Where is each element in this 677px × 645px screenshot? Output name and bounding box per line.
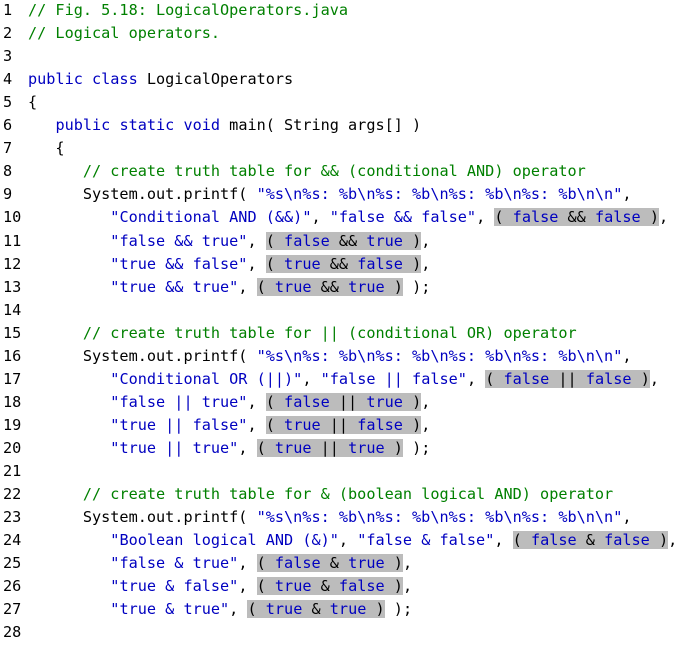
highlighted-expression: ||	[549, 369, 586, 388]
code-text: );	[402, 438, 431, 457]
string-literal: "true & true"	[110, 600, 230, 619]
highlighted-expression: )	[402, 254, 422, 273]
keyword-text: public static void	[55, 116, 230, 135]
code-line-text	[28, 345, 632, 368]
highlighted-expression: &&	[320, 254, 358, 273]
line-number: 27	[3, 600, 22, 619]
highlighted-boolean-literal: false	[274, 554, 321, 573]
line-number: 5	[3, 93, 13, 112]
line-number: 23	[3, 508, 22, 527]
string-literal: "true || false"	[110, 415, 248, 434]
highlighted-expression: )	[402, 392, 422, 411]
line-number: 22	[3, 485, 22, 504]
string-literal: "Conditional AND (&&)"	[110, 208, 312, 227]
highlighted-boolean-literal: false	[357, 254, 403, 273]
code-text: ,	[494, 531, 513, 550]
code-line-text	[28, 483, 613, 506]
code-line-text	[28, 391, 430, 414]
highlighted-expression: &	[302, 600, 330, 619]
keyword-text: public class	[28, 70, 147, 89]
code-text: ,	[247, 392, 266, 411]
string-literal: "Conditional OR (||)"	[110, 369, 303, 388]
code-text: ,	[622, 508, 632, 527]
line-number: 28	[3, 623, 22, 642]
highlighted-expression: )	[366, 600, 385, 619]
highlighted-boolean-literal: true	[274, 438, 312, 457]
highlighted-boolean-literal: true	[366, 392, 403, 411]
code-text	[28, 600, 110, 618]
line-number: 12	[3, 254, 22, 273]
highlighted-boolean-literal: false	[284, 231, 330, 250]
line-number: 24	[3, 531, 22, 550]
line-number: 9	[3, 185, 13, 204]
highlighted-expression: (	[247, 600, 266, 619]
comment-text: // create truth table for && (conditional AND) operator	[28, 162, 586, 181]
line-number: 14	[3, 300, 22, 319]
code-text	[28, 370, 110, 388]
code-line-text	[28, 276, 430, 299]
highlighted-expression: (	[265, 392, 285, 411]
line-number: 18	[3, 392, 22, 411]
string-literal: "false && true"	[110, 231, 248, 250]
code-text	[28, 416, 110, 434]
code-line-text	[28, 0, 348, 22]
highlighted-expression: (	[256, 438, 275, 457]
code-text: ,	[649, 369, 659, 388]
highlighted-expression: &&	[329, 231, 367, 250]
highlighted-boolean-literal: true	[284, 415, 321, 434]
code-text: ,	[229, 600, 248, 619]
string-literal: "%s\n%s: %b\n%s: %b\n%s: %b\n%s: %b\n\n"	[256, 185, 623, 204]
highlighted-expression: &	[311, 577, 339, 596]
line-number: 15	[3, 323, 22, 342]
highlighted-expression: (	[256, 554, 275, 573]
code-text: );	[384, 600, 413, 619]
comment-text: // Logical operators.	[28, 24, 221, 43]
highlighted-boolean-literal: false	[604, 531, 650, 550]
code-line-text	[28, 552, 412, 575]
code-line-text	[28, 598, 412, 621]
code-text: System.out.printf(	[28, 185, 257, 204]
code-text: {	[28, 93, 38, 112]
highlighted-expression: )	[384, 554, 403, 573]
line-number: 3	[3, 47, 13, 66]
code-text: ,	[402, 554, 413, 573]
code-text: ,	[238, 438, 257, 457]
line-number: 26	[3, 577, 22, 596]
code-line-text	[28, 160, 586, 183]
code-text: ,	[421, 254, 431, 273]
line-number: 6	[3, 116, 13, 135]
highlighted-expression: ||	[329, 392, 367, 411]
code-text	[28, 255, 110, 273]
code-line-text	[28, 206, 668, 229]
highlighted-expression: )	[384, 577, 403, 596]
highlighted-boolean-literal: false	[530, 531, 577, 550]
code-text: ,	[402, 577, 413, 596]
code-text: ,	[622, 185, 632, 204]
highlighted-expression: &	[320, 554, 349, 573]
comment-text: // create truth table for & (boolean logical AND) operator	[28, 485, 614, 504]
line-number: 21	[3, 462, 22, 480]
code-line-text	[28, 91, 37, 114]
highlighted-expression: )	[402, 231, 422, 250]
code-text: ,	[476, 208, 495, 227]
code-text	[28, 116, 55, 134]
highlighted-expression: (	[485, 369, 504, 388]
string-literal: "%s\n%s: %b\n%s: %b\n%s: %b\n%s: %b\n\n"	[256, 508, 623, 527]
code-text: main( String args[] )	[229, 116, 422, 135]
string-literal: "true & false"	[110, 577, 239, 596]
string-literal: "Boolean logical AND (&)"	[110, 531, 339, 550]
code-line-text	[28, 322, 577, 345]
highlighted-boolean-literal: true	[366, 231, 403, 250]
code-text: System.out.printf(	[28, 346, 257, 365]
highlighted-expression: )	[649, 531, 669, 550]
string-literal: "false && false"	[329, 208, 477, 227]
highlighted-boolean-literal: true	[329, 600, 367, 619]
code-text	[28, 393, 110, 411]
highlighted-boolean-literal: true	[348, 438, 385, 457]
code-line-text	[28, 114, 421, 137]
string-literal: "false & true"	[110, 554, 239, 573]
code-line-text	[28, 529, 677, 552]
code-text	[28, 208, 110, 226]
highlighted-expression: (	[265, 254, 285, 273]
code-text	[28, 577, 110, 595]
string-literal: "true && true"	[110, 277, 239, 296]
highlighted-expression: )	[384, 277, 403, 296]
code-text	[28, 554, 110, 572]
highlighted-boolean-literal: false	[284, 392, 330, 411]
string-literal: "true && false"	[110, 254, 248, 273]
line-number: 11	[3, 231, 22, 250]
code-line-text	[28, 183, 632, 206]
code-text: ,	[302, 369, 321, 388]
line-number: 7	[3, 139, 13, 158]
code-text: ,	[247, 415, 266, 434]
code-text: ,	[247, 231, 266, 250]
code-line-text	[28, 22, 220, 45]
line-number: 20	[3, 438, 22, 457]
code-text: ,	[338, 531, 358, 550]
highlighted-expression: )	[631, 369, 650, 388]
line-number: 10	[3, 208, 22, 227]
code-text: ,	[238, 577, 257, 596]
highlighted-boolean-literal: false	[512, 208, 559, 227]
line-number: 16	[3, 346, 22, 365]
highlighted-expression: ||	[320, 415, 358, 434]
line-number: 17	[3, 369, 22, 388]
highlighted-boolean-literal: true	[265, 600, 303, 619]
highlighted-boolean-literal: true	[348, 554, 385, 573]
highlighted-expression: (	[265, 415, 285, 434]
highlighted-expression: (	[256, 577, 275, 596]
code-line-text	[28, 575, 412, 598]
code-text: ,	[421, 231, 431, 250]
highlighted-boolean-literal: false	[338, 577, 385, 596]
code-line-text	[28, 506, 632, 529]
highlighted-expression: )	[402, 415, 422, 434]
code-text: ,	[466, 369, 486, 388]
string-literal: "true || true"	[110, 438, 239, 457]
line-number: 8	[3, 162, 13, 181]
comment-text: // Fig. 5.18: LogicalOperators.java	[28, 1, 349, 19]
code-text: ,	[668, 531, 677, 550]
highlighted-expression: &	[576, 531, 605, 550]
highlighted-expression: &&	[558, 208, 595, 227]
code-line-text	[28, 137, 65, 160]
code-line-text	[28, 414, 430, 437]
highlighted-expression: (	[256, 277, 275, 296]
code-text	[28, 278, 110, 296]
string-literal: "%s\n%s: %b\n%s: %b\n%s: %b\n%s: %b\n\n"	[256, 346, 623, 365]
code-text: ,	[247, 254, 266, 273]
code-text: ,	[421, 415, 431, 434]
highlighted-boolean-literal: true	[274, 277, 312, 296]
highlighted-expression: )	[384, 438, 403, 457]
code-text	[28, 232, 110, 250]
code-text: ,	[238, 277, 257, 296]
highlighted-boolean-literal: true	[284, 254, 321, 273]
line-number: 4	[3, 70, 13, 89]
code-text: );	[402, 277, 431, 296]
line-number: 25	[3, 554, 22, 573]
highlighted-boolean-literal: false	[585, 369, 632, 388]
code-line-text	[28, 368, 659, 391]
code-text: ,	[421, 392, 431, 411]
code-text: LogicalOperators	[146, 70, 294, 89]
code-text: ,	[658, 208, 669, 227]
code-text: ,	[622, 346, 632, 365]
code-line-text	[28, 437, 430, 460]
highlighted-boolean-literal: false	[503, 369, 550, 388]
code-text: ,	[311, 208, 330, 227]
highlighted-expression: )	[640, 208, 659, 227]
code-line-text	[28, 230, 430, 253]
comment-text: // create truth table for || (conditional OR) operator	[28, 323, 577, 342]
highlighted-expression: ||	[311, 438, 349, 457]
string-literal: "false || true"	[110, 392, 248, 411]
string-literal: "false & false"	[357, 531, 495, 550]
code-line-text	[28, 68, 293, 91]
code-text: ,	[238, 554, 257, 573]
highlighted-boolean-literal: true	[348, 277, 385, 296]
highlighted-expression: (	[512, 531, 531, 550]
highlighted-boolean-literal: true	[274, 577, 312, 596]
highlighted-expression: (	[494, 208, 513, 227]
code-text: System.out.printf(	[28, 508, 257, 527]
highlighted-expression: &&	[311, 277, 349, 296]
code-text: {	[28, 139, 65, 158]
code-line-text	[28, 253, 430, 276]
highlighted-boolean-literal: false	[357, 415, 403, 434]
line-number: 19	[3, 415, 22, 434]
code-text	[28, 439, 110, 457]
string-literal: "false || false"	[320, 369, 467, 388]
line-number: 1	[3, 1, 13, 19]
line-number: 2	[3, 24, 13, 43]
highlighted-boolean-literal: false	[594, 208, 641, 227]
line-number: 13	[3, 277, 22, 296]
code-text	[28, 531, 110, 549]
highlighted-expression: (	[265, 231, 285, 250]
